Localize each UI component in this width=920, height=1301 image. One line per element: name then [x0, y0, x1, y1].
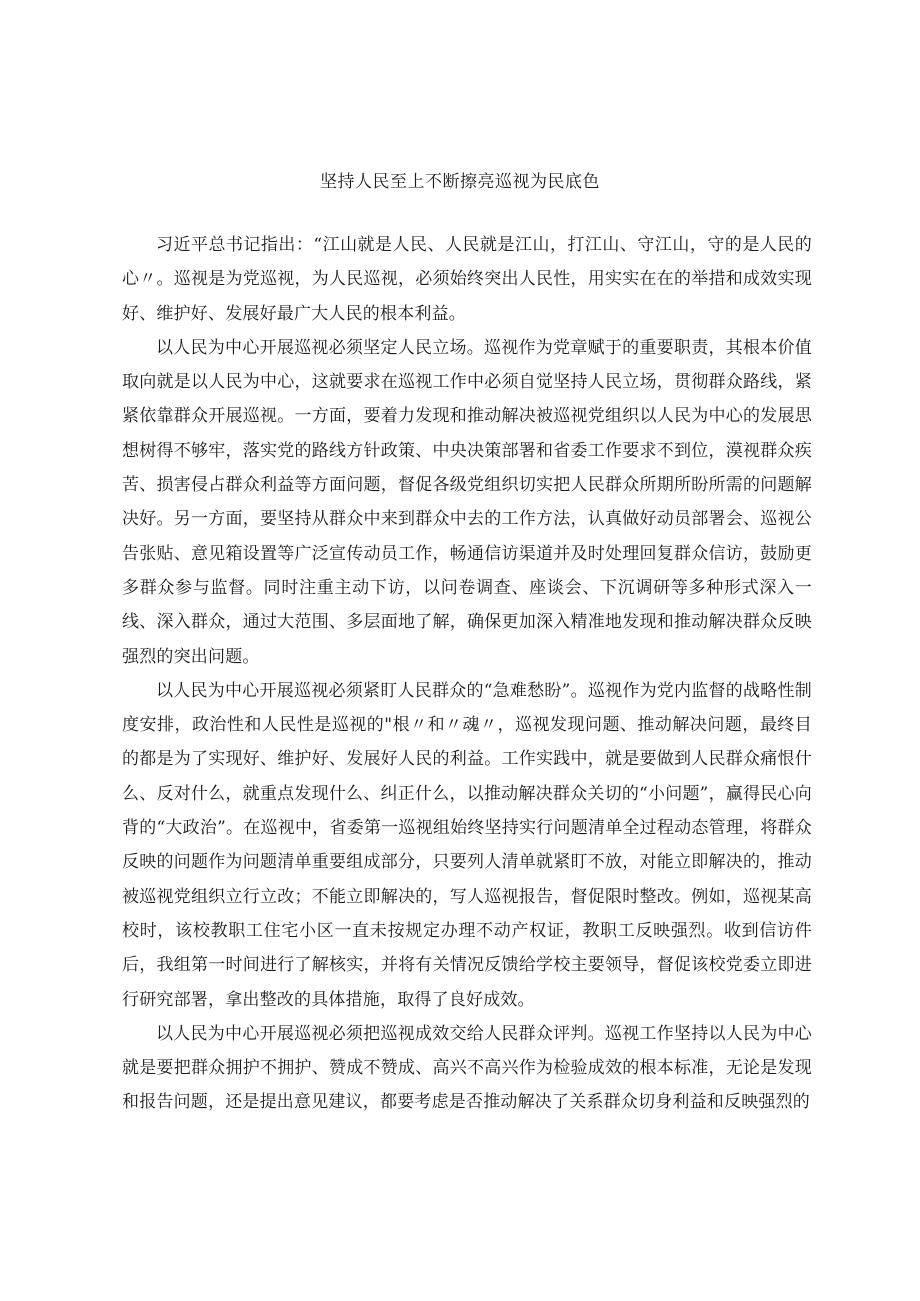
paragraph-evaluation: 以人民为中心开展巡视必须把巡视成效交给人民群众评判。巡视工作坚持以人民为中心就是要把群众拥护不拥护、赞成不赞成、高兴不高兴作为检验成效的根本标准，无论是发现和报告问题，还是提出意见建议，都要考虑是否推动解决了关系群众切身利益和反映强烈的 — [122, 1023, 812, 1113]
paragraph-intro: 习近平总书记指出：“江山就是人民、人民就是江山，打江山、守江山，守的是人民的心〃。巡视是为党巡视，为人民巡视，必须始终突出人民性，用实实在在的举措和成效实现好、维护好、发展好最广大人民的根本利益。 — [122, 235, 812, 324]
document-title: 坚持人民至上不断擦亮巡视为民底色 — [320, 172, 600, 192]
document-body — [122, 228, 812, 1120]
paragraph-people-stance: 以人民为中心开展巡视必须坚定人民立场。巡视作为党章赋于的重要职责，其根本价值取向就是以人民为中心，这就要求在巡视工作中必须自觉坚持人民立场，贯彻群众路线，紧紧依靠群众开展巡视。一方面，要着力发现和推动解决被巡视党组织以人民为中心的发展思想树得不够牢，落实党的路线方针政策、中央决策部署和省委工作要求不到位，漠视群众疾苦、损害侵占群众利益等方面问题，督促各级党组织切实把人民群众所期所盼所需的问题解决好。另一方面，要坚持从群众中来到群众中去的工作方法，认真做好动员部署会、巡视公告张贴、意见箱设置等广泛宣传动员工作，畅通信访渠道并及时处理回复群众信访，鼓励更多群众参与监督。同时注重主动下访，以问卷调查、座谈会、下沉调研等多种形式深入一线、深入群众，通过大范围、多层面地了解，确保更加深入精准地发现和推动解决群众反映强烈的突出问题。 — [122, 337, 812, 667]
paragraph-urgent-needs: 以人民为中心开展巡视必须紧盯人民群众的“急难愁盼”。巡视作为党内监督的战略性制度安排，政治性和人民性是巡视的"根〃和〃魂〃，巡视发现问题、推动解决问题，最终目的都是为了实现好、维护好、发展好人民的利益。工作实践中，就是要做到人民群众痛恨什么、反对什么，就重点发现什么、纠正什么，以推动解决群众关切的“小问题”，赢得民心向背的“大政治”。在巡视中，省委第一巡视组始终坚持实行问题清单全过程动态管理，将群众反映的问题作为问题清单重要组成部分，只要列人清单就紧盯不放，对能立即解决的，推动被巡视党组织立行立改；不能立即解决的，写人巡视报告，督促限时整改。例如，巡视某高校时，该校教职工住宅小区一直未按规定办理不动产权证，教职工反映强烈。收到信访件后，我组第一时间进行了解核实，并将有关情况反馈给学校主要领导，督促该校党委立即进行研究部署，拿出整改的具体措施，取得了良好成效。 — [122, 680, 812, 1010]
